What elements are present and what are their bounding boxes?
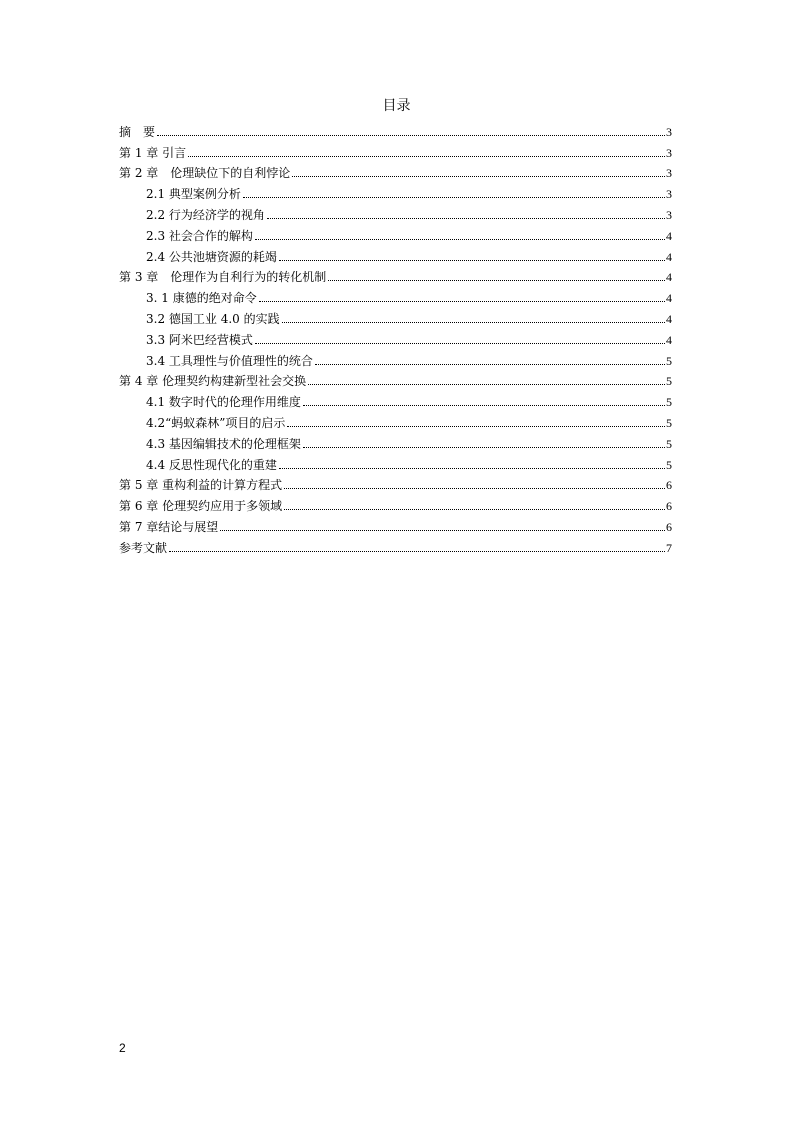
toc-entry-page: 5	[666, 395, 672, 410]
toc-entry-page: 7	[666, 540, 672, 555]
toc-entry-page: 4	[666, 291, 672, 306]
toc-entry-page: 4	[666, 228, 672, 243]
toc-entry-page: 5	[666, 353, 672, 368]
toc-entry-label: 2.2 行为经济学的视角	[146, 207, 265, 222]
toc-entry-label: 3.3 阿米巴经营模式	[146, 332, 253, 347]
toc-entry-page: 3	[666, 187, 672, 202]
toc-entry[interactable]	[119, 160, 672, 181]
toc-entry-label: 第 1 章 引言	[119, 145, 187, 160]
toc-entry[interactable]	[119, 513, 672, 534]
toc-entry-page: 3	[666, 145, 672, 160]
toc-entry[interactable]	[119, 534, 672, 555]
toc-entry-label: 第 6 章 伦理契约应用于多领域	[119, 499, 283, 514]
toc-dot-leader	[279, 467, 665, 469]
toc-entry[interactable]	[119, 430, 672, 451]
toc-entry-page: 5	[666, 374, 672, 389]
page-number: 2	[119, 1041, 126, 1055]
toc-entry[interactable]	[119, 347, 672, 368]
toc-dot-leader	[328, 279, 665, 281]
toc-dot-leader	[255, 342, 665, 344]
toc-entry[interactable]	[119, 326, 672, 347]
toc-entry-page: 5	[666, 436, 672, 451]
toc-entry-page: 4	[666, 249, 672, 264]
toc-dot-leader	[303, 446, 665, 448]
toc-entry[interactable]	[119, 451, 672, 472]
toc-dot-leader	[255, 238, 665, 240]
toc-entry[interactable]	[119, 305, 672, 326]
toc-entry-page: 6	[666, 499, 672, 514]
toc-dot-leader	[282, 321, 665, 323]
toc-dot-leader	[267, 217, 665, 219]
toc-entry[interactable]	[119, 264, 672, 285]
toc-dot-leader	[308, 383, 665, 385]
toc-entry-page: 6	[666, 478, 672, 493]
toc-entry[interactable]	[119, 492, 672, 513]
toc-entry-label: 3.4 工具理性与价值理性的统合	[146, 353, 313, 368]
toc-dot-leader	[220, 529, 665, 531]
toc-entry[interactable]	[119, 139, 672, 160]
toc-entry[interactable]	[119, 284, 672, 305]
toc-entry-label: 4.2“蚂蚁森林”项目的启示	[146, 415, 286, 430]
toc-dot-leader	[284, 508, 665, 510]
toc-list	[119, 118, 672, 555]
toc-entry[interactable]	[119, 388, 672, 409]
toc-entry-page: 5	[666, 457, 672, 472]
toc-entry[interactable]	[119, 409, 672, 430]
toc-entry[interactable]	[119, 472, 672, 493]
toc-dot-leader	[259, 300, 665, 302]
toc-dot-leader	[315, 363, 665, 365]
toc-dot-leader	[303, 404, 665, 406]
toc-entry-label: 3. 1 康德的绝对命令	[146, 291, 257, 306]
toc-entry[interactable]	[119, 368, 672, 389]
toc-entry-page: 4	[666, 270, 672, 285]
toc-entry-label: 2.1 典型案例分析	[146, 187, 241, 202]
toc-dot-leader	[188, 155, 665, 157]
toc-entry-label: 摘 要	[119, 124, 156, 139]
toc-entry-label: 参考文献	[119, 540, 168, 555]
toc-entry-label: 第 7 章结论与展望	[119, 519, 219, 534]
toc-dot-leader	[279, 259, 665, 261]
toc-entry[interactable]	[119, 180, 672, 201]
toc-entry-label: 4.1 数字时代的伦理作用维度	[146, 395, 301, 410]
toc-entry[interactable]	[119, 243, 672, 264]
toc-dot-leader	[284, 487, 665, 489]
toc-dot-leader	[169, 550, 665, 552]
toc-entry-label: 3.2 德国工业 4.0 的实践	[146, 311, 280, 326]
toc-dot-leader	[287, 425, 665, 427]
toc-entry-label: 第 3 章 伦理作为自利行为的转化机制	[119, 270, 327, 285]
toc-entry-label: 第 5 章 重构利益的计算方程式	[119, 478, 283, 493]
toc-entry-page: 5	[666, 415, 672, 430]
toc-entry-label: 2.3 社会合作的解构	[146, 228, 253, 243]
toc-dot-leader	[292, 175, 665, 177]
toc-title: 目录	[382, 98, 411, 114]
toc-entry-page: 6	[666, 519, 672, 534]
toc-entry-label: 第 4 章 伦理契约构建新型社会交换	[119, 374, 307, 389]
toc-dot-leader	[157, 134, 665, 136]
toc-entry-page: 3	[666, 207, 672, 222]
toc-entry-page: 3	[666, 124, 672, 139]
toc-entry-page: 3	[666, 166, 672, 181]
toc-entry-page: 4	[666, 332, 672, 347]
toc-entry-label: 第 2 章 伦理缺位下的自利悖论	[119, 166, 291, 181]
toc-dot-leader	[243, 196, 665, 198]
toc-entry-page: 4	[666, 311, 672, 326]
toc-entry[interactable]	[119, 222, 672, 243]
toc-entry[interactable]	[119, 201, 672, 222]
toc-entry-label: 4.3 基因编辑技术的伦理框架	[146, 436, 301, 451]
toc-entry[interactable]	[119, 118, 672, 139]
toc-entry-label: 2.4 公共池塘资源的耗竭	[146, 249, 277, 264]
toc-entry-label: 4.4 反思性现代化的重建	[146, 457, 277, 472]
